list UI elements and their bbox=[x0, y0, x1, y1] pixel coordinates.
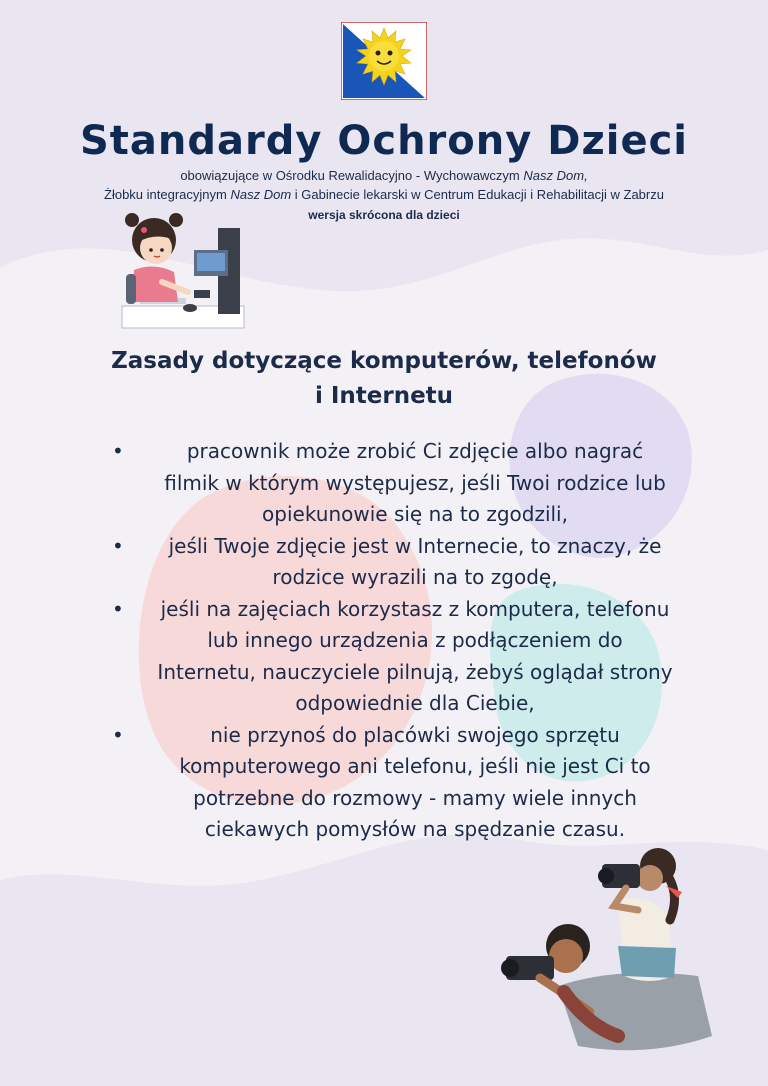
subtitle-line-1 bbox=[0, 166, 768, 185]
bullet: • bbox=[112, 533, 124, 558]
rule-line: rodzice wyrazili na to zgodę, bbox=[272, 565, 558, 589]
rule-line: pracownik może zrobić Ci zdjęcie albo nagrać bbox=[186, 439, 644, 463]
subtitle-line-2-text: Żłobku integracyjnym bbox=[104, 187, 231, 202]
rule-item bbox=[110, 594, 698, 720]
organization-subtitle bbox=[0, 166, 768, 204]
subtitle-line-2-suffix: i Gabinecie lekarski w Centrum Edukacji i Rehabilitacji w Zabrzu bbox=[291, 187, 664, 202]
version-label: wersja skrócona dla dzieci bbox=[308, 208, 460, 222]
rule-item bbox=[110, 531, 698, 594]
bullet: • bbox=[112, 439, 124, 463]
page-title: Standardy Ochrony Dzieci bbox=[79, 118, 688, 164]
bullet: • bbox=[112, 722, 124, 747]
rule-line: Internetu, nauczyciele pilnują, żebyś oglądał strony bbox=[157, 659, 673, 684]
rule-line: lub innego urządzenia z podłączeniem do bbox=[207, 628, 623, 652]
girl-at-computer-illustration bbox=[118, 210, 248, 332]
rules-list bbox=[110, 436, 698, 846]
rule-line: jeśli na zajęciach korzystasz z komputera, telefonu bbox=[160, 596, 670, 621]
rule-line: ciekawych pomysłów na spędzanie czasu. bbox=[204, 817, 626, 841]
bullet: • bbox=[112, 596, 124, 621]
children-with-cameras-illustration bbox=[498, 836, 718, 1066]
rule-line: jeśli Twoje zdjęcie jest w Internecie, to znaczy, że bbox=[168, 533, 662, 558]
rule-line: filmik w którym występujesz, jeśli Twoi rodzice lub bbox=[164, 470, 666, 495]
rule-line: komputerowego ani telefonu, jeśli nie jest Ci to bbox=[179, 754, 651, 778]
subtitle-line-2 bbox=[0, 185, 768, 204]
section-heading-line-1: Zasady dotyczące komputerów, telefonów bbox=[111, 348, 657, 374]
rule-line: opiekunowie się na to zgodzili, bbox=[262, 502, 568, 526]
rule-line: odpowiednie dla Ciebie, bbox=[295, 691, 535, 715]
subtitle-line-1-text: obowiązujące w Ośrodku Rewalidacyjno - Wychowawczym bbox=[180, 168, 524, 183]
sun-logo-icon bbox=[341, 22, 427, 100]
rule-line: potrzebne do rozmowy - mamy wiele innych bbox=[193, 785, 637, 810]
subtitle-line-2-italic: Nasz Dom bbox=[230, 187, 292, 202]
rule-item bbox=[110, 436, 698, 531]
rule-line: nie przynoś do placówki swojego sprzętu bbox=[210, 722, 620, 747]
rule-item bbox=[110, 720, 698, 846]
section-heading-line-2: i Internetu bbox=[314, 383, 454, 409]
section-heading bbox=[60, 344, 708, 414]
subtitle-line-1-italic: Nasz Dom, bbox=[523, 168, 588, 183]
